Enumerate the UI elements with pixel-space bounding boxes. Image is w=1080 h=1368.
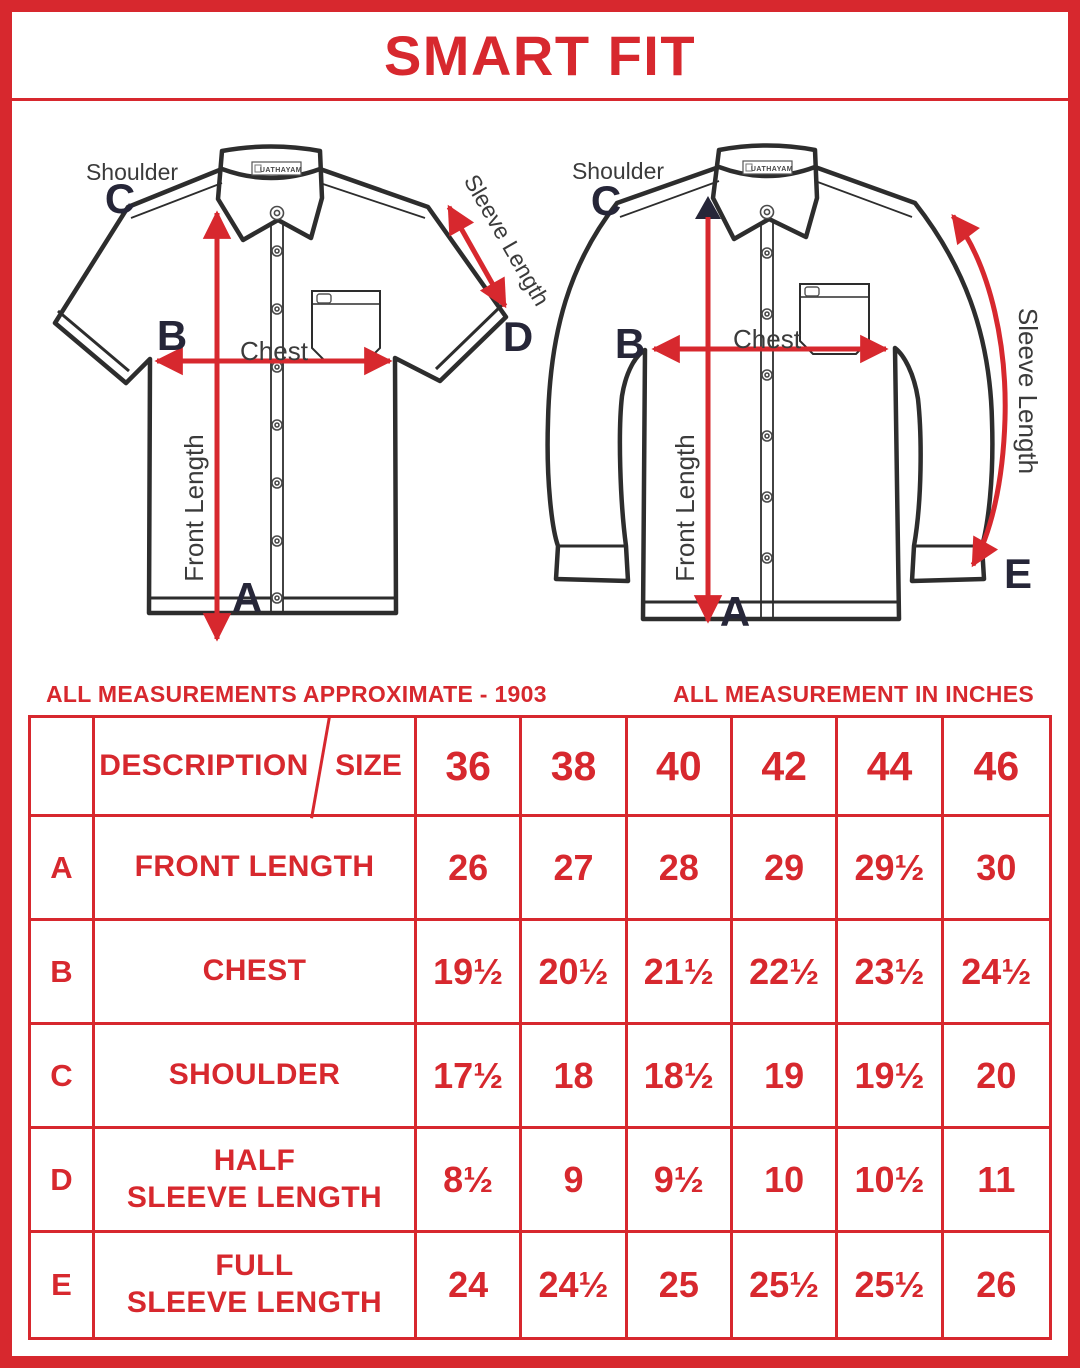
sleeve-length-arrow (953, 216, 1005, 565)
description-size-header (95, 718, 417, 817)
table-value: 20 (944, 1025, 1049, 1129)
row-label: FULL SLEEVE LENGTH (95, 1233, 417, 1337)
row-label: FRONT LENGTH (95, 817, 417, 921)
row-label: CHEST (95, 921, 417, 1025)
table-value: 24 (417, 1233, 522, 1337)
buttons (271, 207, 284, 604)
sleeve-length-label: Sleeve Length (458, 169, 555, 311)
table-value: 17½ (417, 1025, 522, 1129)
table-value: 19 (733, 1025, 838, 1129)
table-value: 23½ (838, 921, 943, 1025)
size-chart-table (28, 715, 1052, 1340)
row-marker: B (31, 921, 95, 1025)
size-col-header: 36 (417, 718, 522, 817)
table-value: 25½ (733, 1233, 838, 1337)
size-header: SIZE (335, 749, 402, 782)
marker-c: C (590, 177, 622, 224)
marker-a: A (719, 588, 751, 635)
size-col-header: 40 (628, 718, 733, 817)
table-value: 10½ (838, 1129, 943, 1233)
note-units: ALL MEASUREMENT IN INCHES (672, 680, 1034, 707)
table-value: 19½ (417, 921, 522, 1025)
corner-empty-cell (31, 718, 95, 817)
table-value: 22½ (733, 921, 838, 1025)
description-header: DESCRIPTION (99, 749, 309, 782)
row-marker: D (31, 1129, 95, 1233)
shirt-diagram-canvas (12, 101, 1068, 673)
size-col-header: 38 (522, 718, 627, 817)
size-col-header: 42 (733, 718, 838, 817)
pocket-logo-icon (805, 287, 819, 296)
row-label: HALF SLEEVE LENGTH (95, 1129, 417, 1233)
front-length-label: Front Length (670, 434, 700, 582)
table-value: 21½ (628, 921, 733, 1025)
short-sleeve-shirt-diagram (55, 147, 555, 640)
size-col-header: 46 (944, 718, 1049, 817)
pocket-logo-icon (317, 294, 331, 303)
sleeve-length-label: Sleeve Length (1013, 307, 1043, 475)
buttons (761, 206, 774, 564)
title-bar (12, 12, 1068, 101)
row-marker: A (31, 817, 95, 921)
table-value: 9½ (628, 1129, 733, 1233)
chest-label: Chest (240, 336, 308, 366)
long-sleeve-shirt-diagram (548, 146, 1043, 636)
table-value: 24½ (522, 1233, 627, 1337)
table-value: 9 (522, 1129, 627, 1233)
marker-b: B (614, 320, 646, 367)
table-value: 18½ (628, 1025, 733, 1129)
row-marker: E (31, 1233, 95, 1337)
row-marker: C (31, 1025, 95, 1129)
marker-c: C (104, 175, 136, 222)
chest-pocket (312, 291, 380, 361)
row-label: SHOULDER (95, 1025, 417, 1129)
chest-label: Chest (733, 324, 801, 354)
table-value: 24½ (944, 921, 1049, 1025)
table-value: 29 (733, 817, 838, 921)
brand-label: UATHAYAM (750, 166, 794, 173)
table-value: 29½ (838, 817, 943, 921)
table-value: 27 (522, 817, 627, 921)
table-value: 10 (733, 1129, 838, 1233)
front-length-label: Front Length (179, 434, 209, 582)
marker-a: A (231, 574, 263, 621)
brand-label: UATHAYAM (259, 167, 303, 174)
shoulder-label: Shoulder (571, 158, 665, 184)
table-value: 26 (417, 817, 522, 921)
shirt-diagrams (12, 101, 1068, 673)
chest-pocket (800, 284, 869, 354)
table-value: 19½ (838, 1025, 943, 1129)
note-approximate: ALL MEASUREMENTS APPROXIMATE - 1903 (46, 680, 547, 707)
table-value: 30 (944, 817, 1049, 921)
table-value: 20½ (522, 921, 627, 1025)
marker-d: D (502, 313, 534, 360)
table-value: 28 (628, 817, 733, 921)
table-value: 11 (944, 1129, 1049, 1233)
table-value: 8½ (417, 1129, 522, 1233)
table-value: 26 (976, 1264, 1017, 1305)
table-value: 18 (522, 1025, 627, 1129)
table-value: 25½ (838, 1233, 943, 1337)
page-title: SMART FIT (383, 23, 697, 87)
size-col-header: 44 (838, 718, 943, 817)
marker-b: B (156, 312, 188, 359)
shoulder-label: Shoulder (85, 159, 179, 185)
table-value: 25 (628, 1233, 733, 1337)
marker-e: E (1003, 550, 1033, 597)
measurement-notes (12, 673, 1068, 715)
